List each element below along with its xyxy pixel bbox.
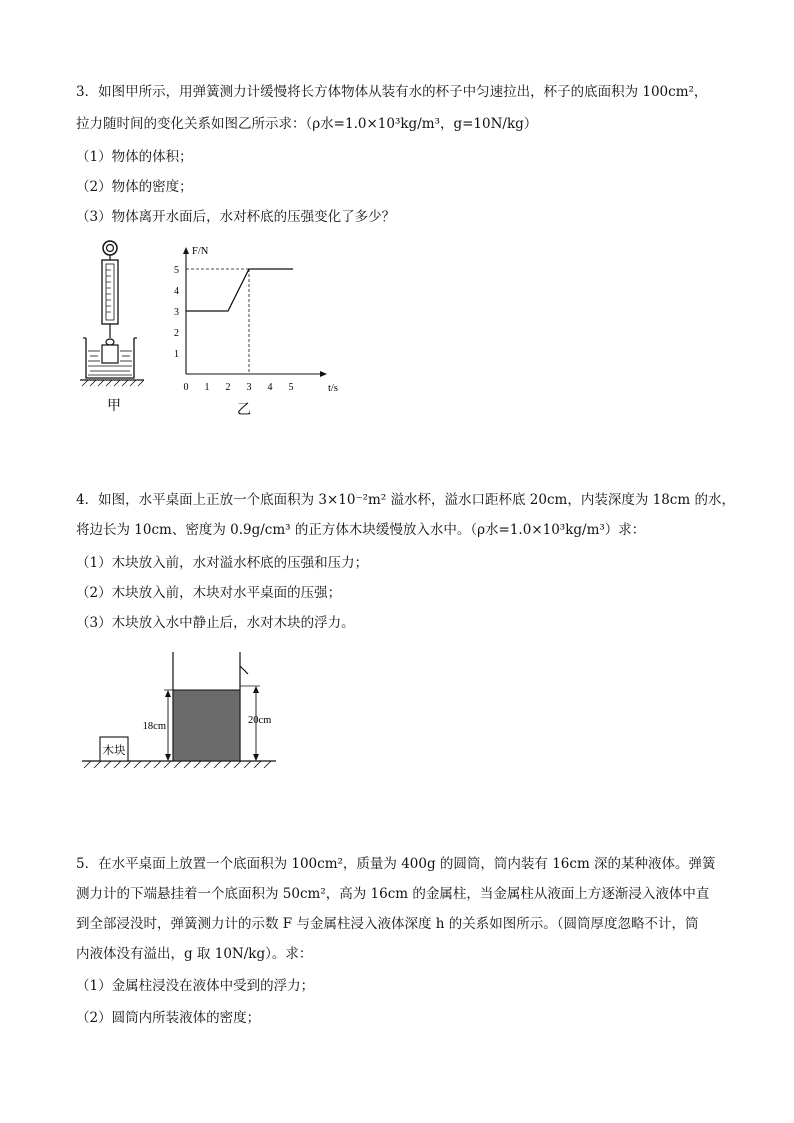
q4-text-line-2: 将边长为 10cm、密度为 0.9g/cm³ 的正方体木块缓慢放入水中。（ρ水=1.0×10³kg/m³）求： bbox=[76, 522, 646, 538]
q3-text-line-2: 拉力随时间的变化关系如图乙所示求：（ρ水=1.0×10³kg/m³，g=10N/kg） bbox=[76, 116, 538, 132]
q5-text-line-4: 内液体没有溢出，g 取 10N/kg）。求： bbox=[76, 946, 313, 962]
q3-figure-jia bbox=[76, 238, 152, 418]
q4-figure-overflow-cup bbox=[80, 648, 280, 774]
q3-subquestion-1: （1）物体的体积； bbox=[76, 149, 193, 165]
q5-subquestion-1: （1）金属柱浸没在液体中受到的浮力； bbox=[76, 978, 315, 994]
y-tick-label: 5 bbox=[174, 265, 179, 276]
q5-subquestion-2: （2）圆筒内所装液体的密度； bbox=[76, 1010, 261, 1026]
chart-series bbox=[186, 269, 293, 374]
q5-text-line-3: 到全部浸没时，弹簧测力计的示数 F 与金属柱浸入液体深度 h 的关系如图所示。（圆筒厚度忽略不计，筒 bbox=[76, 916, 699, 932]
q3-figure-yi-chart bbox=[164, 238, 354, 418]
x-tick-label: 5 bbox=[288, 382, 294, 393]
q3-text-line-1: 3．如图甲所示，用弹簧测力计缓慢将长方体物体从装有水的杯子中匀速拉出，杯子的底面积为 100cm²， bbox=[76, 84, 708, 100]
x-tick-label: 1 bbox=[204, 382, 210, 393]
q4-outlet-label: 20cm bbox=[248, 715, 272, 726]
q3-figure-yi-label: 乙 bbox=[237, 403, 251, 418]
y-tick-label: 4 bbox=[174, 286, 179, 297]
q4-block-label: 木块 bbox=[102, 745, 126, 757]
y-tick-label: 2 bbox=[174, 328, 179, 339]
q4-text-line-1: 4．如图，水平桌面上正放一个底面积为 3×10⁻²m² 溢水杯，溢水口距杯底 20cm，内装深度为 18cm 的水， bbox=[76, 492, 735, 508]
y-tick-label: 1 bbox=[174, 349, 179, 360]
q3-figure-jia-label: 甲 bbox=[107, 399, 121, 414]
x-axis-label: t/s bbox=[328, 383, 338, 394]
x-tick-label: 4 bbox=[267, 382, 273, 393]
q4-subquestion-1: （1）木块放入前，水对溢水杯底的压强和压力； bbox=[76, 555, 369, 571]
q5-text-line-2: 测力计的下端悬挂着一个底面积为 50cm²，高为 16cm 的金属柱，当金属柱从液面上方逐渐浸入液体中直 bbox=[76, 886, 710, 902]
q3-subquestion-2: （2）物体的密度； bbox=[76, 179, 193, 195]
series-line-F bbox=[186, 269, 293, 311]
q5-text-line-1: 5．在水平桌面上放置一个底面积为 100cm²，质量为 400g 的圆筒，筒内装有 16cm 深的某种液体。弹簧 bbox=[76, 856, 716, 872]
x-tick-label: 0 bbox=[183, 382, 189, 393]
y-tick-label: 3 bbox=[174, 307, 179, 318]
q4-depth-label: 18cm bbox=[142, 721, 166, 732]
q3-subquestion-3: （3）物体离开水面后，水对杯底的压强变化了多少？ bbox=[76, 209, 396, 225]
x-tick-label: 3 bbox=[246, 382, 252, 393]
chart-axes bbox=[174, 246, 338, 394]
y-axis-label: F/N bbox=[192, 246, 209, 257]
q4-subquestion-3: （3）木块放入水中静止后，水对木块的浮力。 bbox=[76, 615, 355, 631]
y-axis-arrow bbox=[183, 247, 189, 254]
q4-subquestion-2: （2）木块放入前，木块对水平桌面的压强； bbox=[76, 585, 342, 601]
x-tick-label: 2 bbox=[225, 382, 231, 393]
x-axis-arrow bbox=[320, 371, 327, 377]
